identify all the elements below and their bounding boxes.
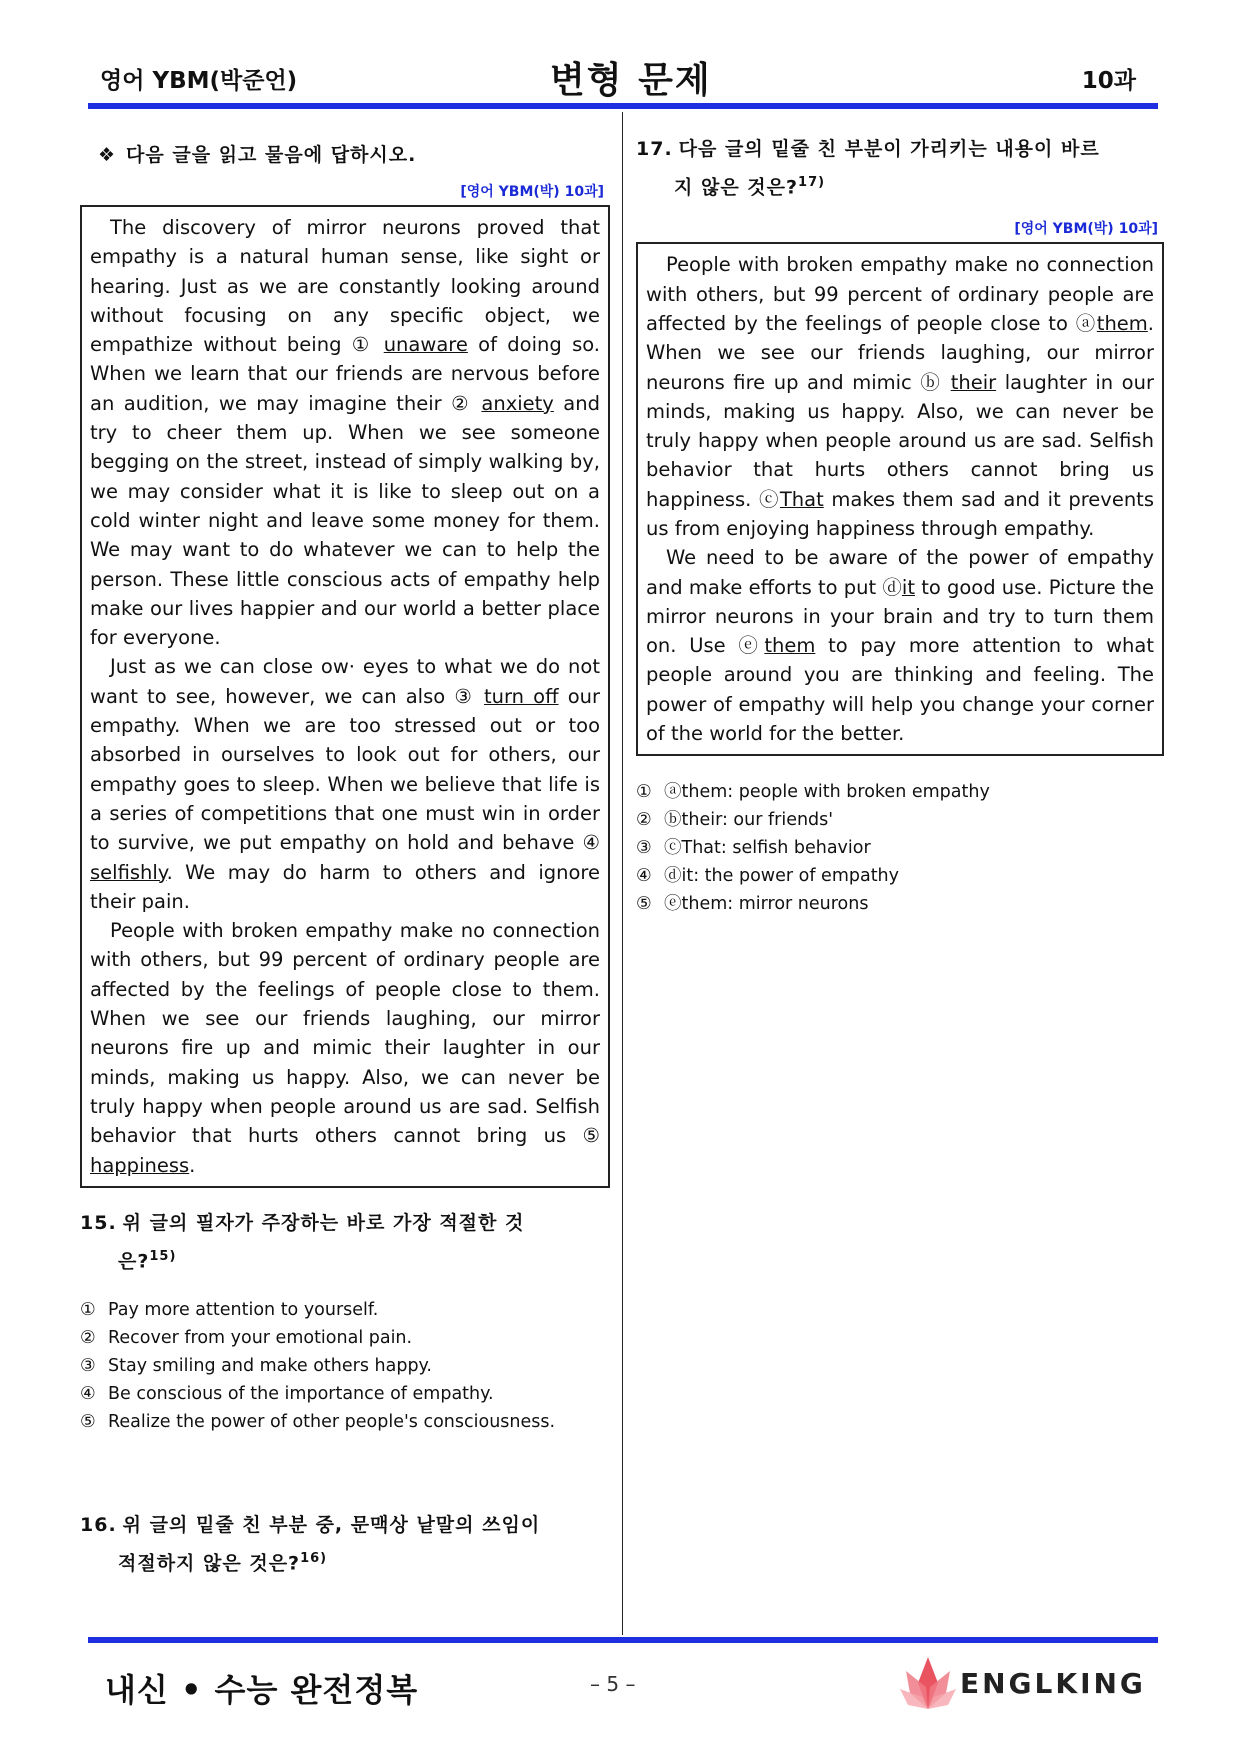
header-rule <box>88 103 1158 109</box>
question-17-title: 17. 다음 글의 밑줄 친 부분이 가리키는 내용이 바르 지 않은 것은?$^{17)}$ <box>636 138 1100 199</box>
footer-slogan: 내신 • 수능 완전정복 <box>105 1671 419 1709</box>
choice-marker: ③ <box>454 684 475 708</box>
header-subject: 영어 YBM(박준언) <box>100 68 298 94</box>
page-header <box>88 50 1148 106</box>
page-number: – 5 – <box>590 1672 636 1696</box>
lotus-logo-icon <box>898 1653 958 1715</box>
underlined-word: it <box>901 575 915 599</box>
choice-marker: ⓒ <box>758 487 780 511</box>
question-16-title: 16. 위 글의 밑줄 친 부분 중, 문맥상 낱말의 쓰임이 적절하지 않은 것은?$^{16)}$ <box>80 1514 541 1575</box>
option-item[interactable]: ② ⓑtheir: our friends' <box>636 810 834 831</box>
option-item[interactable]: ② Recover from your emotional pain. <box>80 1328 413 1349</box>
underlined-word: That <box>779 487 824 511</box>
question-15-title: 15. 위 글의 필자가 주장하는 바로 가장 적절한 것 은?$^{15)}$ <box>80 1211 525 1273</box>
choice-marker: ④ <box>582 831 600 855</box>
underlined-word: their <box>950 370 997 394</box>
question-17-options <box>636 778 1164 918</box>
question-15-options <box>80 1296 610 1436</box>
choice-marker: ⓓ <box>882 575 902 599</box>
underlined-word: them <box>1096 311 1148 335</box>
source-label: [영어 YBM(박) 10과] <box>460 184 604 200</box>
choice-marker: ⓑ <box>920 370 943 394</box>
underlined-word: happiness <box>90 1153 190 1177</box>
option-item[interactable]: ① Pay more attention to yourself. <box>80 1300 379 1321</box>
header-title: 변형 문제 <box>550 60 712 101</box>
underlined-word: unaware <box>383 333 468 357</box>
underlined-word: anxiety <box>481 391 554 415</box>
passage-paragraph: Just as we can close ow· eyes to what we do not want to see, however, we can also ③ turn off our empathy. When we are too stressed out or too absorbed in ourselves to look out for others, our empathy goes to sleep. When we believe that life is a series of competitions that one must win in order to survive, we put empathy on hold and behave ④ selfishly. We may do harm to others and ignore their pain. <box>90 655 601 913</box>
passage-paragraph: People with broken empathy make no connection with others, but 99 percent of ordinary people are affected by the feelings of people close to ⓐthem. When we see our friends laughing, our mirror neurons fire up and mimic ⓑ their laughter in our minds, making us happy. Also, we can never be truly happy when people around us are sad. Selfish behavior that hurts others cannot bring us happiness. ⓒThat makes them sad and it prevents us from enjoying happiness through empathy. <box>646 253 1154 540</box>
passage-paragraph: People with broken empathy make no connection with others, but 99 percent of ordinary people are affected by the feelings of people close to them. When we see our friends laughing, our mirror neurons fire up and mimic their laughter in our minds, making us happy. Also, we can never be truly happy when people around us are sad. Selfish behavior that hurts others cannot bring us ⑤ happiness. <box>90 919 600 1177</box>
option-item[interactable]: ⑤ Realize the power of other people's consciousness. <box>80 1412 556 1433</box>
right-column <box>636 140 1164 918</box>
option-item[interactable]: ⑤ ⓔthem: mirror neurons <box>636 894 869 915</box>
footer-rule <box>88 1637 1158 1643</box>
option-item[interactable]: ④ ⓓit: the power of empathy <box>636 866 900 887</box>
reading-passage <box>80 205 610 1188</box>
underlined-word: turn off <box>483 684 559 708</box>
underlined-word: them <box>764 634 816 658</box>
passage-paragraph: The discovery of mirror neurons proved that empathy is a natural human sense, like sight or hearing. Just as we are constantly looking around without focusing on any specific object, we empathize without being ① unaware of doing so. When we learn that our friends are nervous before an audition, we may imagine their ② anxiety and try to cheer them up. When we see someone begging on the street, instead of simply walking by, we may consider what it is like to sleep out on a cold winter night and leave some money for them. We may want to do whatever we can to help the person. These little conscious acts of empathy help make our lives happier and our world a better place for everyone. <box>90 216 601 650</box>
passage-paragraph: We need to be aware of the power of empathy and make efforts to put ⓓit to good use. Picture the mirror neurons in your brain and try to turn them on. Use ⓔthem to pay more attention to what people around you are thinking and feeling. The power of empathy will help you change your corner of the world for the better. <box>646 546 1154 746</box>
option-item[interactable]: ③ ⓒThat: selfish behavior <box>636 838 871 859</box>
underlined-word: selfishly <box>90 860 167 884</box>
option-item[interactable]: ③ Stay smiling and make others happy. <box>80 1356 432 1377</box>
logo-text: ENGLKING <box>960 1667 1146 1700</box>
choice-marker: ① <box>351 333 374 357</box>
option-item[interactable]: ① ⓐthem: people with broken empathy <box>636 782 990 803</box>
header-lesson: 10과 <box>1081 68 1136 94</box>
choice-marker: ⑤ <box>582 1124 600 1148</box>
brand-logo <box>898 1653 1146 1715</box>
left-column <box>80 140 610 1580</box>
diamond-bullet-icon: ❖ <box>98 144 117 166</box>
instruction <box>98 140 610 167</box>
reading-passage <box>636 242 1164 756</box>
source-label: [영어 YBM(박) 10과] <box>1014 221 1158 238</box>
option-item[interactable]: ④ Be conscious of the importance of empathy. <box>80 1384 494 1405</box>
choice-marker: ② <box>451 391 472 415</box>
column-divider <box>622 112 623 1635</box>
choice-marker: ⓔ <box>738 634 765 658</box>
instruction-text: 다음 글을 읽고 물음에 답하시오. <box>126 144 417 166</box>
choice-marker: ⓐ <box>1075 311 1097 335</box>
